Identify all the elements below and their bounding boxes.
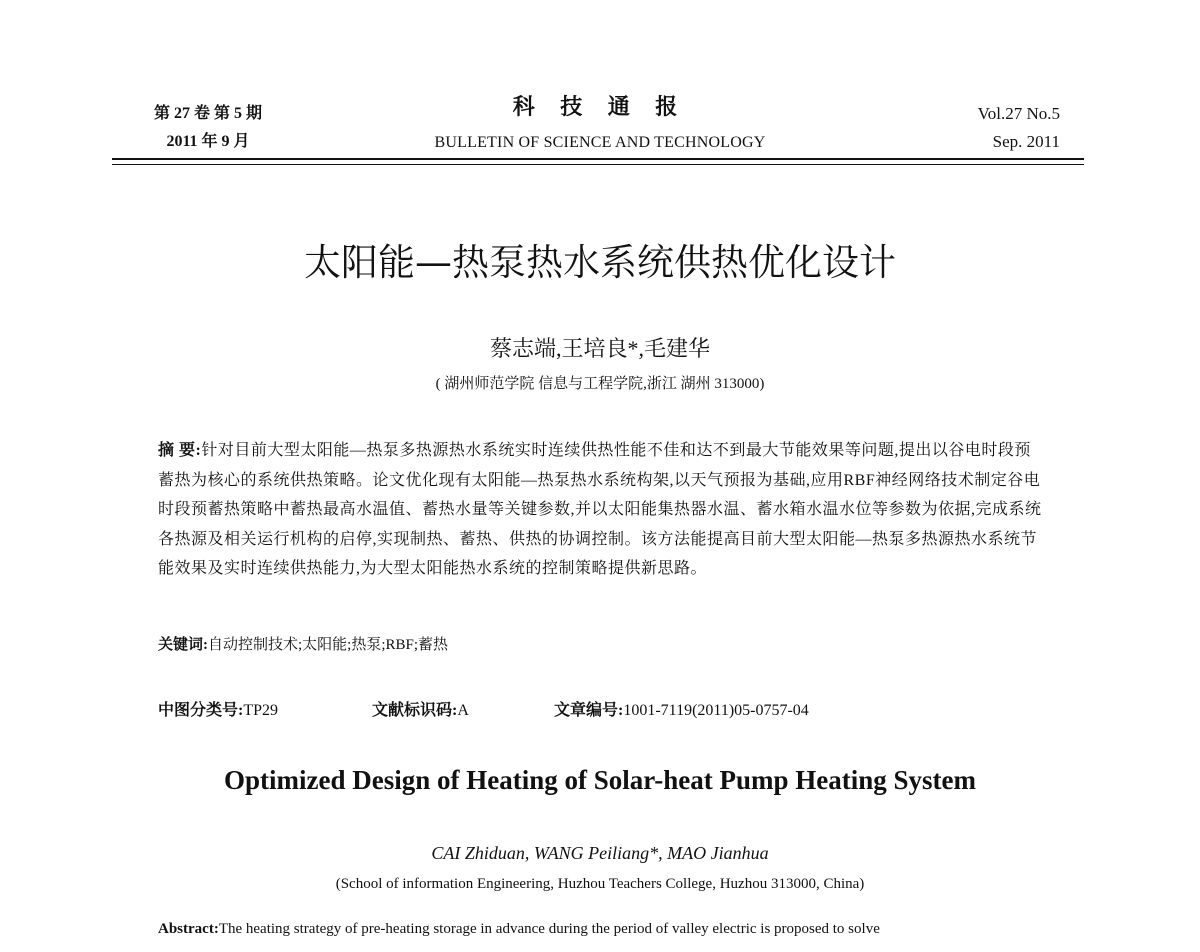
- keywords-cn-text: 自动控制技术;太阳能;热泵;RBF;蓄热: [208, 637, 449, 653]
- keywords-cn: [158, 632, 1046, 658]
- issue-volume-en: Vol.27 No.5: [977, 104, 1060, 123]
- keywords-cn-label: 关键词:: [158, 637, 208, 653]
- document-code: [372, 698, 469, 724]
- abstract-cn-text: 针对目前大型太阳能—热泵多热源热水系统实时连续供热性能不佳和达不到最大节能效果等问题,提出以谷电时段预蓄热为核心的系统供热策略。论文优化现有太阳能—热泵热水系统构架,以天气预报为基础,应用RBF神经网络技术制定谷电时段预蓄热策略中蓄热最高水温值、蓄热水量等关键参数,并以太阳能集热器水温、蓄水箱水温水位等参数为依据,完成系统各热源及相关运行机构的启停,实现制热、蓄热、供热的协调控制。该方法能提高目前大型太阳能—热泵多热源热水系统节能效果及实时连续供热能力,为大型太阳能热水系统的控制策略提供新思路。: [158, 442, 1042, 577]
- article-number-value: 1001-7119(2011)05-0757-04: [623, 702, 809, 719]
- issue-date: 2011 年 9 月: [166, 133, 250, 150]
- clc-value: TP29: [243, 702, 279, 719]
- abstract-en: [158, 917, 1058, 941]
- abstract-en-text: The heating strategy of pre-heating storage in advance during the period of valley electric is proposed to solve: [218, 921, 880, 937]
- doc-code-label: 文献标识码:: [372, 702, 458, 719]
- journal-masthead: [330, 92, 870, 158]
- issue-volume: 第 27 卷 第 5 期: [153, 105, 262, 122]
- abstract-cn: [158, 436, 1046, 584]
- authors-en: CAI Zhiduan, WANG Peiliang*, MAO Jianhua: [431, 843, 769, 863]
- header-rule-thick: [112, 158, 1084, 160]
- article-number: [554, 698, 809, 724]
- issue-date-en: Sep. 2011: [992, 132, 1060, 151]
- header-rule-thin: [112, 164, 1084, 165]
- issue-info-en: [930, 100, 1060, 156]
- journal-name-en: BULLETIN OF SCIENCE AND TECHNOLOGY: [434, 134, 766, 151]
- clc-number: [158, 698, 278, 724]
- paper-title-cn: 太阳能—热泵热水系统供热优化设计: [304, 241, 896, 284]
- journal-name-cn: 科 技 通 报: [512, 94, 688, 119]
- abstract-cn-label: 摘 要:: [158, 442, 202, 459]
- authors-cn: 蔡志端,王培良*,毛建华: [489, 336, 710, 361]
- affiliation-cn: ( 湖州师范学院 信息与工程学院,浙江 湖州 313000): [435, 376, 765, 392]
- doc-code-value: A: [457, 702, 469, 719]
- affiliation-en: (School of information Engineering, Huzhou Teachers College, Huzhou 313000, China): [335, 876, 865, 892]
- article-number-label: 文章编号:: [554, 702, 624, 719]
- issue-info: [128, 100, 288, 156]
- abstract-en-label: Abstract:: [158, 921, 219, 937]
- paper-title-en: Optimized Design of Heating of Solar-heat Pump Heating System: [224, 765, 976, 795]
- clc-label: 中图分类号:: [158, 702, 244, 719]
